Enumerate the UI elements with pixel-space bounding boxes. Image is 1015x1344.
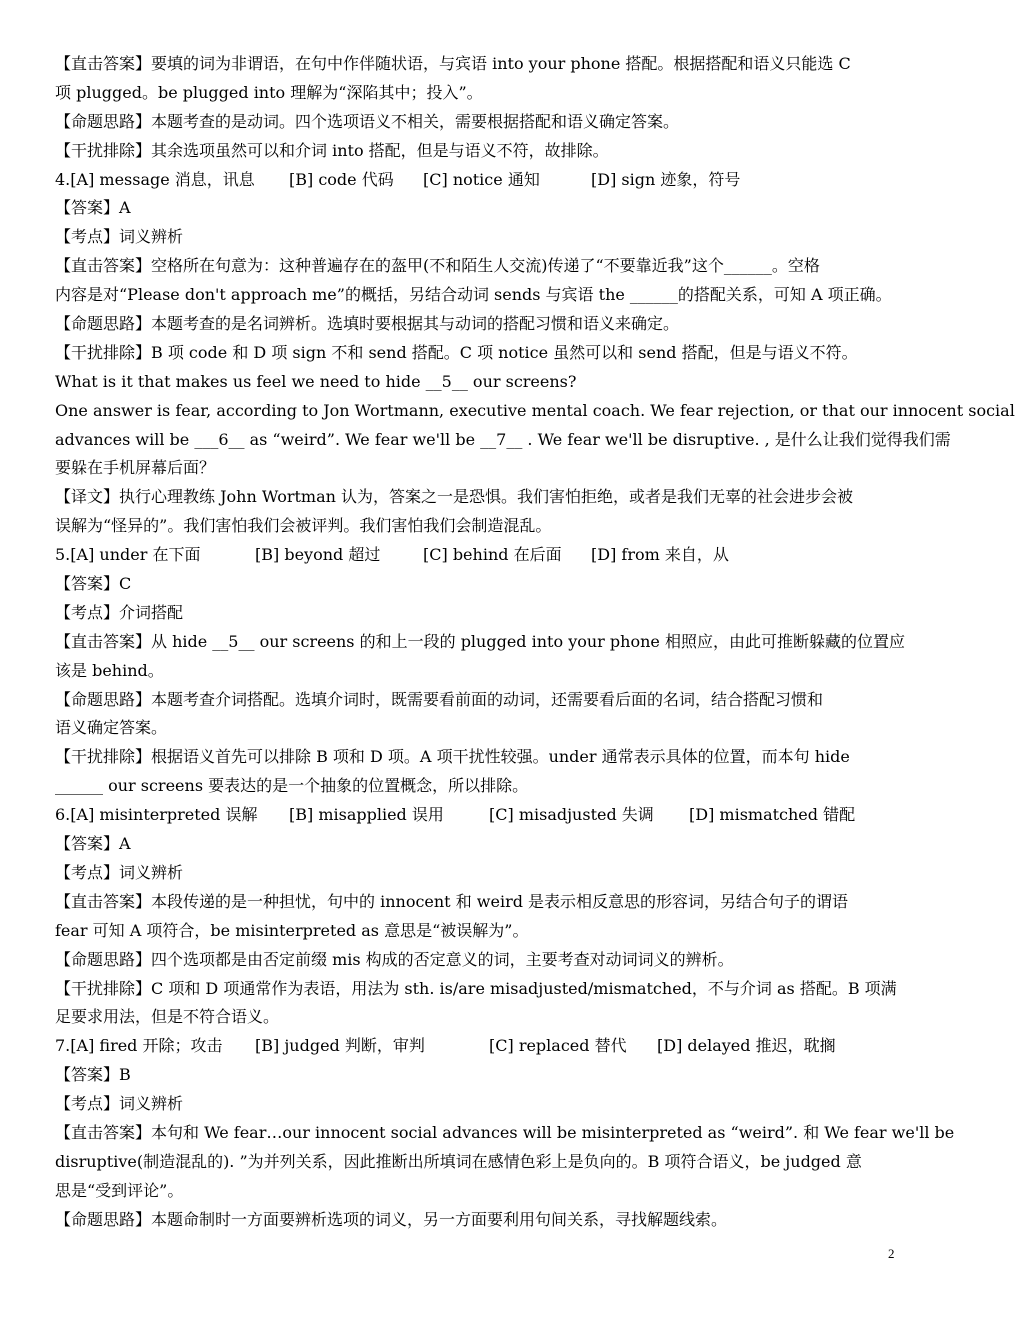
- q4-option-a: 4.[A] message 消息，讯息: [55, 169, 255, 189]
- translation-line: 【译文】执行心理教练 John Wortman 认为，答案之一是恐惧。我们害怕拒绝，或者是我们无辜的社会进步会被: [55, 487, 854, 507]
- text-line: 思是“受到评论”。: [55, 1180, 184, 1200]
- text-line: 【命题思路】本题考查的是动词。四个选项语义不相关，需要根据搭配和语义确定答案。: [55, 111, 680, 131]
- topic-label: 【考点】词义辨析: [55, 862, 184, 882]
- text-line: 【命题思路】四个选项都是由否定前缀 mis 构成的否定意义的词，主要考查对动词词义的辨析。: [55, 949, 734, 969]
- text-line: disruptive(制造混乱的). ”为并列关系，因此推断出所填词在感情色彩上是负向的。B 项符合语义，be judged 意: [55, 1151, 862, 1171]
- text-line: 【干扰排除】C 项和 D 项通常作为表语，用法为 sth. is/are misadjusted/mismatched，不与介词 as 搭配。B 项满: [55, 978, 897, 998]
- question-5-options: [55, 541, 900, 570]
- answer-label: 【答案】B: [55, 1065, 131, 1085]
- page-number: 2: [888, 1246, 895, 1261]
- text-line: 【干扰排除】根据语义首先可以排除 B 项和 D 项。A 项干扰性较强。under 通常表示具体的位置，而本句 hide: [55, 747, 850, 767]
- topic-label: 【考点】词义辨析: [55, 1094, 184, 1114]
- text-line: 【直击答案】从 hide __5__ our screens 的和上一段的 plugged into your phone 相照应，由此可推断躲藏的位置应: [55, 631, 905, 651]
- q6-option-a: 6.[A] misinterpreted 误解: [55, 805, 258, 825]
- text-line: 【命题思路】本题考查介词搭配。选填介词时，既需要看前面的动词，还需要看后面的名词，结合搭配习惯和: [55, 689, 824, 709]
- q7-option-b: [B] judged 判断，审判: [255, 1036, 425, 1056]
- translation-line: 误解为“怪异的”。我们害怕我们会被评判。我们害怕我们会制造混乱。: [55, 516, 552, 536]
- passage-line: One answer is fear, according to Jon Wortmann, executive mental coach. We fear rejection, or that our innocent social: [55, 400, 1015, 420]
- q5-option-d: [D] from 来自，从: [591, 545, 729, 565]
- q5-option-c: [C] behind 在后面: [423, 545, 562, 565]
- q7-option-d: [D] delayed 推迟，耽搁: [657, 1036, 836, 1056]
- text-line: 【直击答案】要填的词为非谓语，在句中作伴随状语，与宾语 into your phone 搭配。根据搭配和语义只能选 C: [55, 54, 851, 73]
- passage-line: advances will be ___6__ as “weird”. We fear we'll be __7__ . We fear we'll be disruptive. , 是什么让我们觉得我们需: [55, 429, 951, 449]
- text-line: 项 plugged。be plugged into 理解为“深陷其中；投入”。: [55, 82, 483, 102]
- document-body: [55, 50, 1015, 1235]
- text-line: 该是 behind。: [55, 660, 164, 680]
- question-7-options: [55, 1032, 900, 1061]
- q6-option-c: [C] misadjusted 失调: [489, 805, 654, 825]
- answer-label: 【答案】A: [55, 834, 131, 854]
- question-4-options: [55, 166, 900, 195]
- question-6-options: [55, 801, 900, 830]
- q5-option-b: [B] beyond 超过: [255, 545, 381, 565]
- q4-option-d: [D] sign 迹象，符号: [591, 169, 741, 189]
- text-line: 内容是对“Please don't approach me”的概括，另结合动词 sends 与宾语 the ______的搭配关系，可知 A 项正确。: [55, 285, 892, 305]
- text-line: 【干扰排除】B 项 code 和 D 项 sign 不和 send 搭配。C 项 notice 虽然可以和 send 搭配，但是与语义不符。: [55, 342, 858, 362]
- passage-line: What is it that makes us feel we need to hide __5__ our screens?: [55, 371, 577, 391]
- text-line: 【干扰排除】其余选项虽然可以和介词 into 搭配，但是与语义不符，故排除。: [55, 140, 609, 160]
- q4-option-b: [B] code 代码: [289, 169, 394, 189]
- text-line: ______ our screens 要表达的是一个抽象的位置概念，所以排除。: [55, 776, 529, 796]
- passage-line: 要躲在手机屏幕后面？: [55, 458, 216, 478]
- text-line: 【直击答案】本段传递的是一种担忧，句中的 innocent 和 weird 是表示相反意思的形容词，另结合句子的谓语: [55, 891, 849, 911]
- text-line: 语义确定答案。: [55, 718, 168, 738]
- text-line: 【直击答案】空格所在句意为：这种普遍存在的盔甲(不和陌生人交流)传递了“不要靠近我”这个______。空格: [55, 256, 820, 276]
- q4-option-c: [C] notice 通知: [423, 169, 540, 189]
- text-line: 【命题思路】本题考查的是名词辨析。选填时要根据其与动词的搭配习惯和语义来确定。: [55, 314, 680, 334]
- q7-option-c: [C] replaced 替代: [489, 1036, 627, 1056]
- topic-label: 【考点】词义辨析: [55, 227, 184, 247]
- answer-label: 【答案】C: [55, 574, 132, 594]
- q6-option-b: [B] misapplied 误用: [289, 805, 444, 825]
- topic-label: 【考点】介词搭配: [55, 602, 184, 622]
- text-line: 【直击答案】本句和 We fear…our innocent social advances will be misinterpreted as “weird”. 和 We fear we'll be: [55, 1122, 955, 1142]
- answer-label: 【答案】A: [55, 198, 131, 218]
- text-line: 足要求用法，但是不符合语义。: [55, 1007, 280, 1027]
- text-line: fear 可知 A 项符合，be misinterpreted as 意思是“被误解为”。: [55, 920, 529, 940]
- text-line: 【命题思路】本题命制时一方面要辨析选项的词义，另一方面要利用句间关系，寻找解题线索。: [55, 1209, 728, 1229]
- q6-option-d: [D] mismatched 错配: [689, 805, 856, 825]
- q5-option-a: 5.[A] under 在下面: [55, 545, 201, 565]
- q7-option-a: 7.[A] fired 开除；攻击: [55, 1036, 223, 1056]
